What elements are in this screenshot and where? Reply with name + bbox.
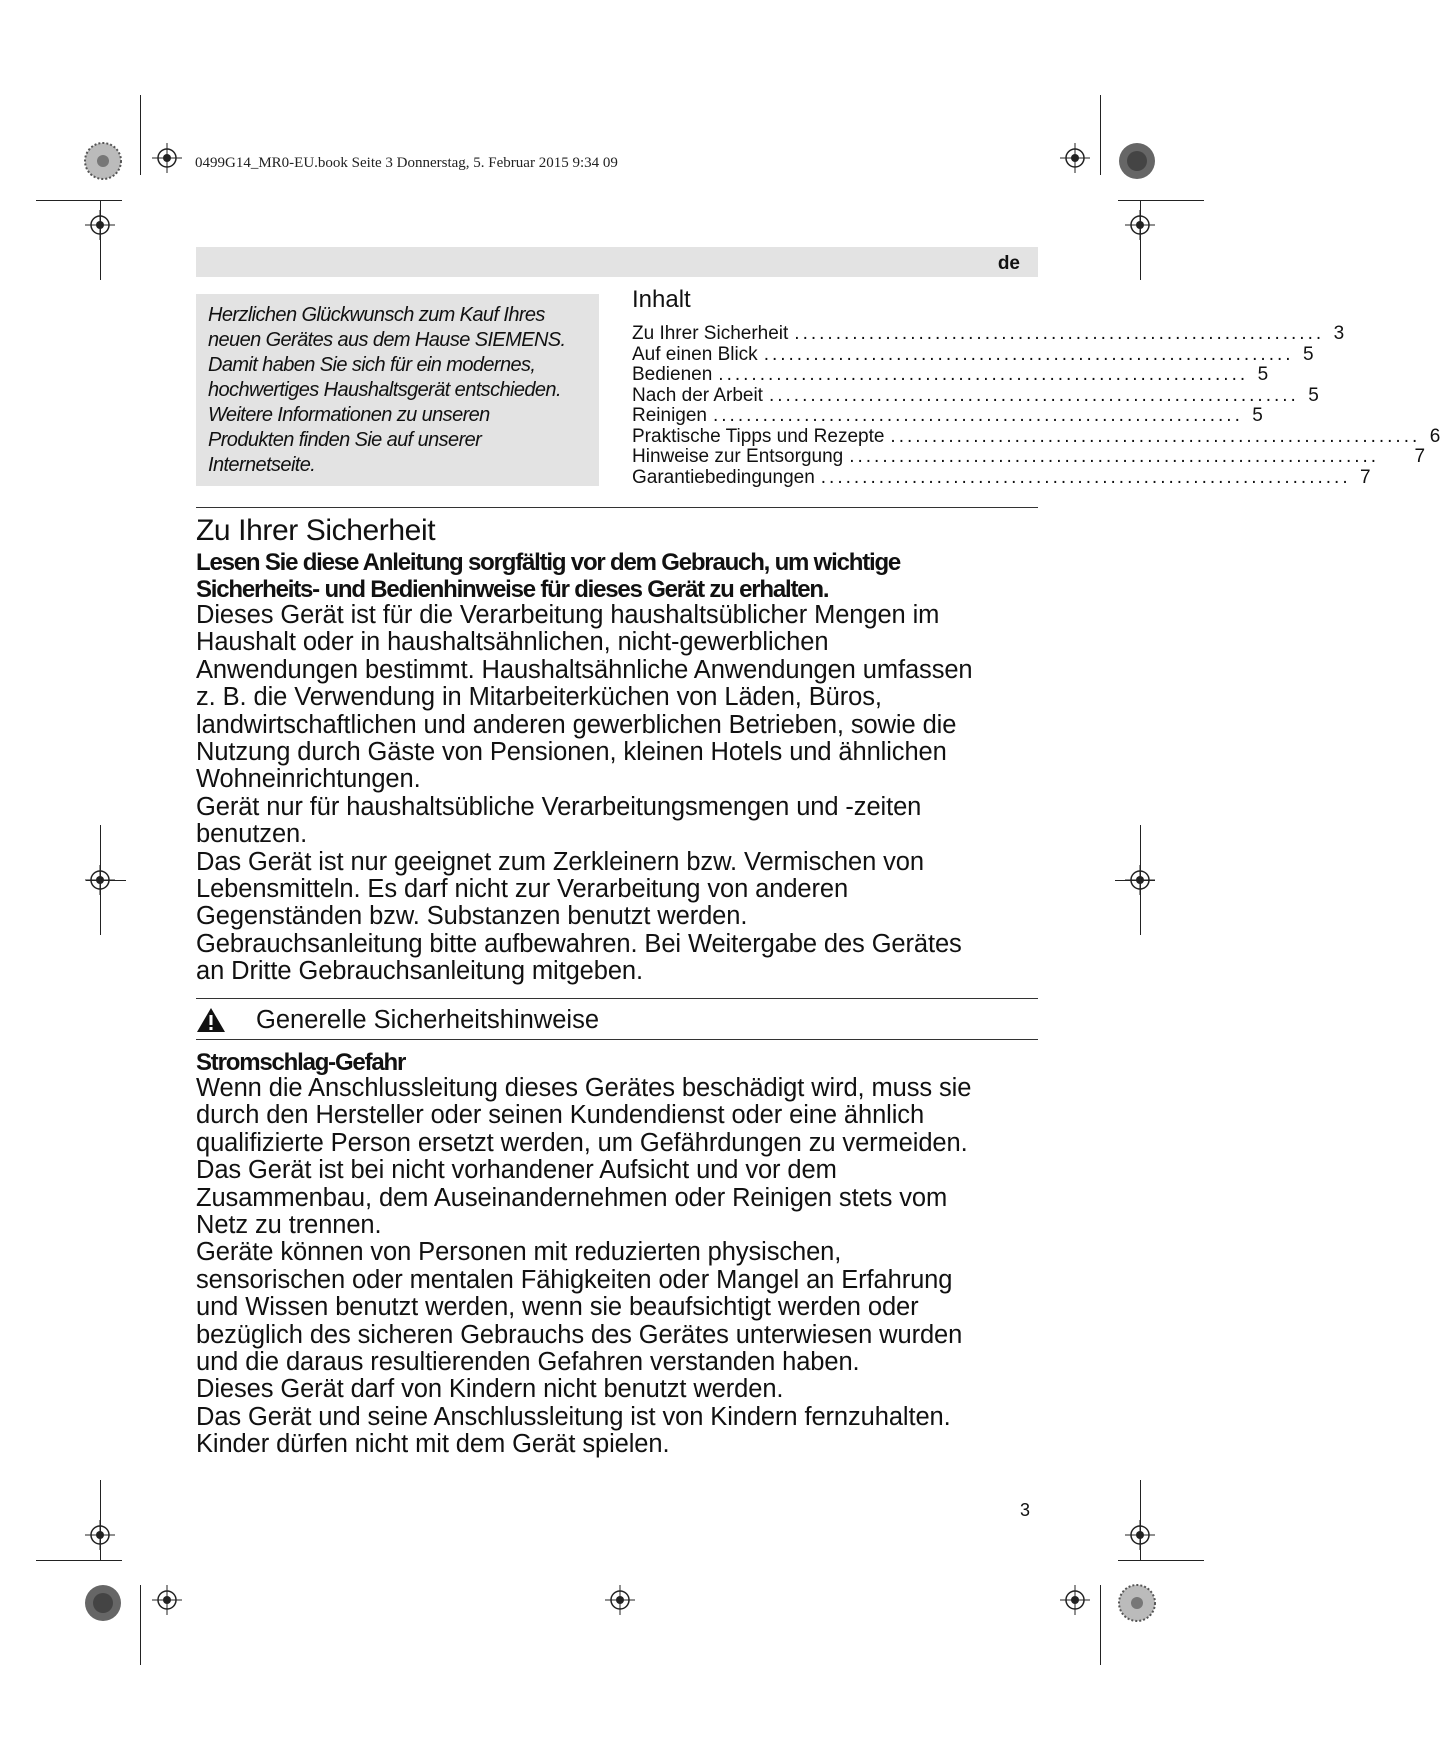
- body-line: Das Gerät und seine Anschlussleitung ist von Kindern fernzuhalten.: [196, 1402, 951, 1431]
- toc-entry[interactable]: [632, 446, 1426, 468]
- body-line: Haushalt oder in haushaltsähnlichen, nicht-gewerblichen: [196, 628, 829, 657]
- toc-entry-page: 7: [1360, 466, 1371, 488]
- registration-mark-icon: [85, 1520, 115, 1550]
- greeting-line: Internetseite.: [208, 454, 316, 476]
- greeting-line: Weitere Informationen zu unseren: [208, 404, 490, 426]
- toc-entry-page: 6: [1429, 425, 1440, 447]
- color-rosette-icon: [84, 1584, 122, 1622]
- greeting-line: hochwertiges Haushaltsgerät entschieden.: [208, 379, 561, 401]
- table-of-contents: [632, 286, 1440, 488]
- body-line: Gerät nur für haushaltsübliche Verarbeitungsmengen und -zeiten: [196, 792, 922, 821]
- registration-mark-icon: [85, 865, 115, 895]
- body-line: landwirtschaftlichen und anderen gewerblichen Betrieben, sowie die: [196, 710, 957, 739]
- greeting-line: Damit haben Sie sich für ein modernes,: [208, 354, 536, 376]
- body-line: Das Gerät ist bei nicht vorhandener Aufsicht und vor dem: [196, 1156, 837, 1185]
- body-line: Dieses Gerät ist für die Verarbeitung haushaltsüblicher Mengen im: [196, 601, 940, 629]
- toc-entry-label: Reinigen: [632, 405, 707, 426]
- toc-entry[interactable]: [632, 323, 1345, 345]
- body-line: an Dritte Gebrauchsanleitung mitgeben.: [196, 957, 643, 986]
- toc-entry-page: 5: [1252, 405, 1263, 426]
- body-line: Gebrauchsanleitung bitte aufbewahren. Bei Weitergabe des Gerätes: [196, 929, 962, 958]
- safety-body: [196, 602, 1056, 986]
- toc-entry[interactable]: [632, 384, 1319, 407]
- toc-dot-leader: ................................................................: [763, 343, 1294, 365]
- warning-title: Generelle Sicherheitshinweise: [256, 1005, 600, 1034]
- toc-entry-page: 5: [1308, 384, 1319, 406]
- toc-entry-label: Nach der Arbeit: [632, 384, 763, 406]
- toc-dot-leader: ................................................................: [713, 405, 1243, 426]
- safety-intro-line: Lesen Sie diese Anleitung sorgfältig vor dem Gebrauch, um wichtige: [196, 549, 901, 576]
- toc-entry[interactable]: [632, 466, 1371, 489]
- toc-entry-label: Auf einen Blick: [632, 343, 758, 365]
- body-line: durch den Hersteller oder seinen Kundendienst oder eine ähnlich: [196, 1101, 925, 1130]
- body-line: Zusammenbau, dem Auseinandernehmen oder Reinigen stets vom: [196, 1183, 948, 1212]
- body-line: Lebensmitteln. Es darf nicht zur Verarbeitung von anderen: [196, 875, 849, 904]
- safety-intro: [196, 549, 1056, 603]
- greeting-line: neuen Gerätes aus dem Hause SIEMENS.: [208, 329, 566, 351]
- toc-dot-leader: ................................................................: [768, 384, 1299, 406]
- registration-mark-icon: [85, 210, 115, 240]
- section-divider: [196, 1039, 1038, 1040]
- toc-entry-label: Bedienen: [632, 364, 713, 385]
- toc-entry-label: Zu Ihrer Sicherheit: [632, 323, 789, 344]
- warning-header: [196, 1003, 1038, 1037]
- body-line: Das Gerät ist nur geeignet zum Zerkleinern bzw. Vermischen von: [196, 847, 924, 876]
- color-rosette-icon: [1118, 142, 1156, 180]
- registration-mark-icon: [152, 143, 182, 173]
- body-line: und Wissen benutzt werden, wenn sie beaufsichtigt werden oder: [196, 1293, 919, 1322]
- toc-entry-label: Praktische Tipps und Rezepte: [632, 425, 885, 447]
- toc-entry[interactable]: [632, 364, 1269, 386]
- body-line: Nutzung durch Gäste von Pensionen, kleinen Hotels und ähnlichen: [196, 738, 947, 767]
- body-line: z. B. die Verwendung in Mitarbeiterküchen von Läden, Büros,: [196, 683, 882, 712]
- safety-intro-line: Sicherheits- und Bedienhinweise für dieses Gerät zu erhalten.: [196, 576, 829, 603]
- registration-mark-icon: [152, 1585, 182, 1615]
- body-line: und die daraus resultierenden Gefahren verstanden haben.: [196, 1348, 860, 1377]
- greeting-line: Produkten finden Sie auf unserer: [208, 429, 482, 451]
- toc-dot-leader: ................................................................: [890, 425, 1421, 447]
- registration-mark-icon: [605, 1585, 635, 1615]
- toc-entry-label: Hinweise zur Entsorgung: [632, 446, 844, 467]
- registration-mark-icon: [1125, 1520, 1155, 1550]
- body-line: Wenn die Anschlussleitung dieses Gerätes beschädigt wird, muss sie: [196, 1074, 972, 1102]
- body-line: Dieses Gerät darf von Kindern nicht benutzt werden.: [196, 1375, 784, 1404]
- body-line: Geräte können von Personen mit reduzierten physischen,: [196, 1238, 842, 1267]
- toc-dot-leader: ................................................................: [820, 466, 1351, 488]
- toc-entry[interactable]: [632, 425, 1440, 448]
- greeting-box: [196, 294, 599, 486]
- toc-dot-leader: ................................................................: [718, 364, 1249, 385]
- body-line: Gegenständen bzw. Substanzen benutzt werden.: [196, 902, 748, 931]
- page-number: 3: [1020, 1500, 1031, 1520]
- body-line: Netz zu trennen.: [196, 1211, 382, 1240]
- registration-mark-icon: [1125, 865, 1155, 895]
- toc-entry-page: 5: [1302, 343, 1314, 365]
- toc-entry-page: 7: [1414, 446, 1426, 467]
- subsection-heading: Stromschlag-Gefahr: [196, 1049, 406, 1076]
- body-line: Anwendungen bestimmt. Haushaltsähnliche Anwendungen umfassen: [196, 655, 973, 684]
- section-divider: [196, 507, 1038, 508]
- body-line: Wohneinrichtungen.: [196, 765, 421, 794]
- print-info-line: 0499G14_MR0-EU.book Seite 3 Donnerstag, 5. Februar 2015 9:34 09: [195, 155, 618, 171]
- toc-entry[interactable]: [632, 405, 1263, 427]
- toc-entry-page: 3: [1333, 323, 1345, 344]
- toc-entry-label: Garantiebedingungen: [632, 466, 815, 488]
- body-line: bezüglich des sicheren Gebrauchs des Gerätes unterwiesen wurden: [196, 1320, 963, 1349]
- registration-mark-icon: [1060, 1585, 1090, 1615]
- toc-title: Inhalt: [632, 286, 691, 313]
- body-line: qualifizierte Person ersetzt werden, um Gefährdungen zu vermeiden.: [196, 1128, 968, 1157]
- language-bar: [196, 247, 1038, 277]
- section-divider: [196, 998, 1038, 999]
- greeting-line: Herzlichen Glückwunsch zum Kauf Ihres: [208, 304, 545, 326]
- section-heading: Zu Ihrer Sicherheit: [196, 514, 436, 547]
- color-rosette-icon: [84, 142, 122, 180]
- toc-entry-page: 5: [1257, 364, 1269, 385]
- toc-dot-leader: ................................................................: [794, 323, 1325, 344]
- registration-mark-icon: [1060, 143, 1090, 173]
- warning-triangle-icon: [196, 1007, 226, 1033]
- toc-entry[interactable]: [632, 343, 1314, 366]
- body-line: sensorischen oder mentalen Fähigkeiten oder Mangel an Erfahrung: [196, 1265, 953, 1294]
- body-line: benutzen.: [196, 820, 308, 849]
- toc-dot-leader: ................................................................: [849, 446, 1380, 467]
- language-code: de: [997, 253, 1020, 274]
- body-line: Kinder dürfen nicht mit dem Gerät spielen.: [196, 1430, 670, 1459]
- color-rosette-icon: [1118, 1584, 1156, 1622]
- registration-mark-icon: [1125, 210, 1155, 240]
- general-body: [196, 1075, 1056, 1459]
